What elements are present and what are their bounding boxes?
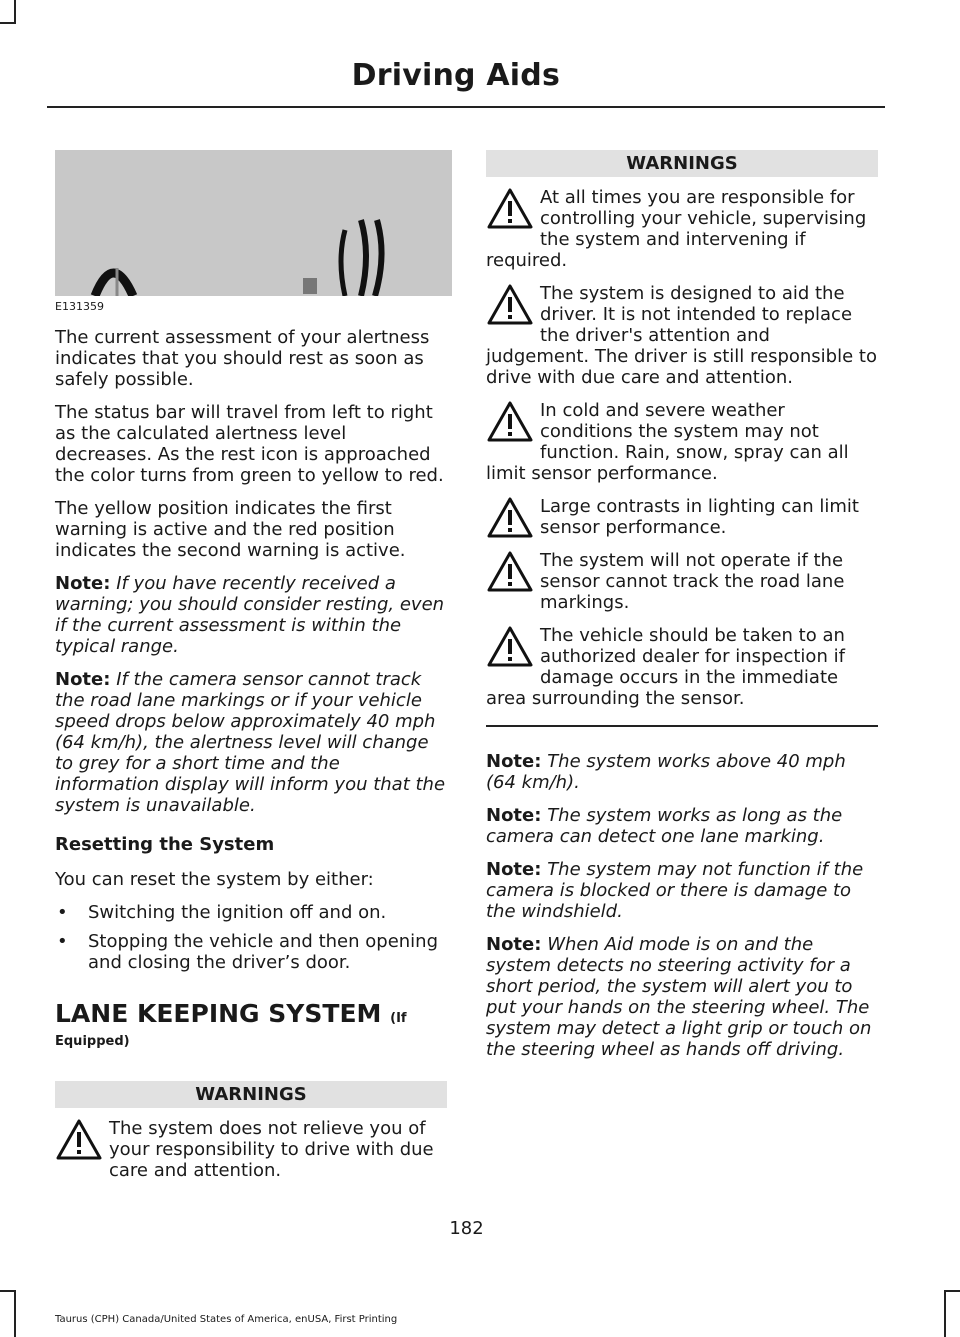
warning-item [486, 187, 878, 271]
note-label: Note: [486, 859, 542, 880]
warning-text: In cold and severe weather conditions the system may not function. Rain, snow, spray can all limit sensor performance. [486, 400, 849, 484]
warning-item [486, 400, 878, 484]
warning-item [55, 1118, 447, 1181]
illustration-graphic [55, 150, 452, 296]
note-label: Note: [486, 751, 542, 772]
crop-mark [944, 1290, 946, 1337]
crop-mark [14, 0, 16, 24]
warning-text: The system is designed to aid the driver. It is not intended to replace the driver's attention and judgement. The driver is still responsible to drive with due care and attention. [486, 283, 877, 388]
warning-triangle-icon [486, 187, 534, 231]
warning-text: At all times you are responsible for controlling your vehicle, supervising the system and intervening if required. [486, 187, 867, 271]
note-label: Note: [55, 669, 111, 690]
list-item: • Switching the ignition off and on. [55, 902, 447, 923]
note-text: The system works as long as the camera can detect one lane marking. [486, 805, 843, 847]
illustration-code: E131359 [55, 300, 104, 313]
list-item: • Stopping the vehicle and then opening and closing the driver’s door. [55, 931, 447, 973]
warnings-heading: WARNINGS [55, 1081, 447, 1108]
crop-mark [14, 1290, 16, 1337]
warning-triangle-icon [55, 1118, 103, 1162]
note [55, 669, 447, 816]
warning-item [486, 625, 878, 709]
section-title-text: LANE KEEPING SYSTEM [55, 999, 382, 1028]
left-column [55, 150, 447, 1193]
warning-text: The vehicle should be taken to an authorized dealer for inspection if damage occurs in the immediate area surrounding the sensor. [486, 625, 845, 709]
crop-mark [0, 1290, 16, 1292]
edition-footer: Taurus (CPH) Canada/United States of America, enUSA, First Printing [55, 1314, 398, 1325]
warning-text: Large contrasts in lighting can limit sensor performance. [540, 496, 859, 538]
right-column [486, 150, 878, 1072]
paragraph: The yellow position indicates the first warning is active and the red position indicates the second warning is active. [55, 498, 406, 561]
warning-triangle-icon [486, 283, 534, 327]
note-text: If you have recently received a warning; you should consider resting, even if the current assessment is within the typical range. [55, 573, 445, 657]
note-text: The system works above 40 mph (64 km/h). [486, 751, 846, 793]
section-qualifier: (If [390, 1011, 407, 1026]
warnings-end-rule [486, 725, 878, 727]
note [486, 859, 878, 922]
warning-text: The system does not relieve you of your responsibility to drive with due care and attention. [109, 1118, 434, 1181]
paragraph: The status bar will travel from left to right as the calculated alertness level decreases. As the rest icon is approached the color turns from green to yellow to red. [55, 402, 444, 486]
crop-mark [944, 1290, 960, 1292]
alertness-status-bar-illustration [55, 150, 452, 296]
section-title [55, 999, 447, 1028]
warnings-heading: WARNINGS [486, 150, 878, 177]
section-qualifier: Equipped) [55, 1034, 130, 1049]
warning-item [486, 496, 878, 538]
warning-triangle-icon [486, 625, 534, 669]
crop-mark [0, 22, 16, 24]
warning-item [486, 283, 878, 388]
page-title: Driving Aids [351, 58, 560, 93]
note-label: Note: [486, 805, 542, 826]
page-number: 182 [449, 1218, 484, 1239]
note [486, 805, 878, 847]
warning-triangle-icon [486, 496, 534, 540]
subheading: Resetting the System [55, 834, 275, 855]
note-text: The system may not function if the camera is blocked or there is damage to the windshield. [486, 859, 864, 922]
note-text: If the camera sensor cannot track the road lane markings or if your vehicle speed drops below approximately 40 mph (64 km/h), the alertness level will change to grey for a short time and the information display will inform you that the system is unavailable. [55, 669, 446, 816]
header-rule [47, 106, 885, 108]
note-label: Note: [55, 573, 111, 594]
note [486, 934, 878, 1060]
bullet-list [55, 902, 447, 973]
warning-triangle-icon [486, 400, 534, 444]
paragraph: The current assessment of your alertness indicates that you should rest as soon as safely possible. [55, 327, 430, 390]
paragraph: You can reset the system by either: [55, 869, 374, 890]
warning-triangle-icon [486, 550, 534, 594]
note-text: When Aid mode is on and the system detects no steering activity for a short period, the system will alert you to put your hands on the steering wheel. The system may detect a light grip or touch on the steering wheel as hands off driving. [486, 934, 872, 1060]
note-label: Note: [486, 934, 542, 955]
warning-item [486, 550, 878, 613]
note [55, 573, 447, 657]
warning-text: The system will not operate if the sensor cannot track the road lane markings. [540, 550, 845, 613]
note [486, 751, 878, 793]
